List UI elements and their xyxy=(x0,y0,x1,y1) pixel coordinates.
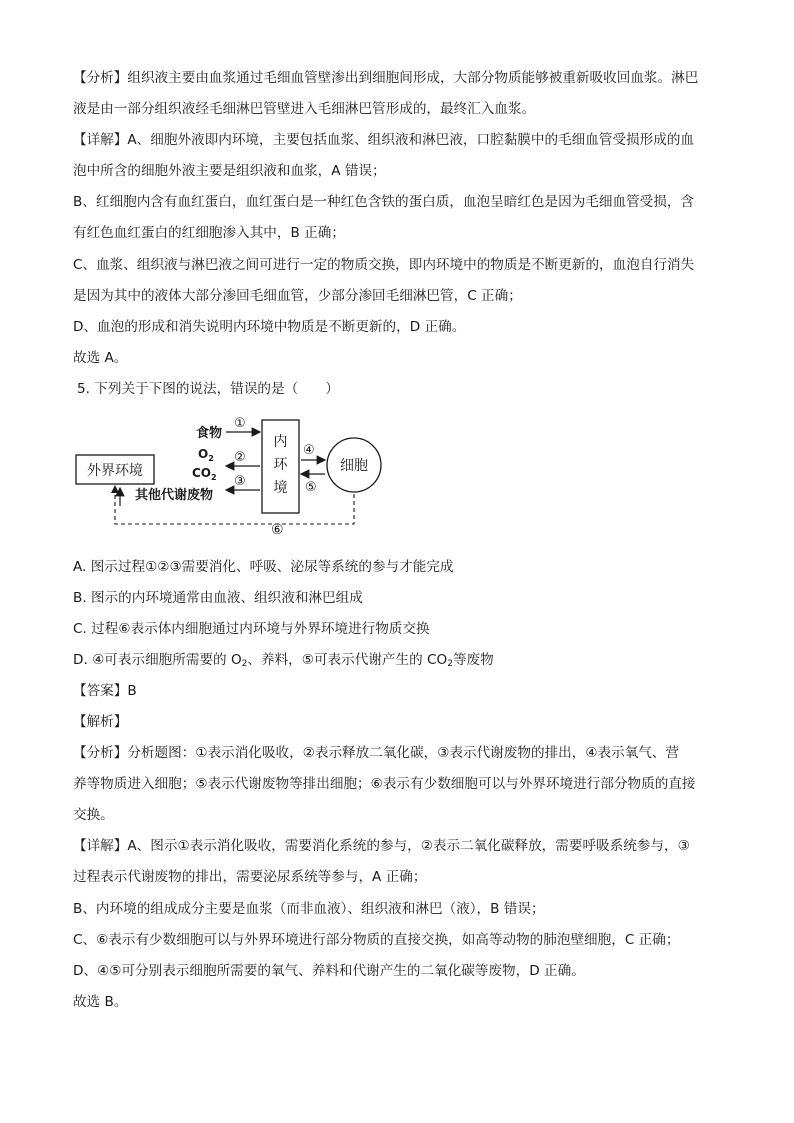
label-n1: ① xyxy=(234,416,246,431)
cell-label: 细胞 xyxy=(340,458,368,474)
detail2-line-1: 【详解】A、图示①表示消化吸收，需要消化系统的参与，②表示二氧化碳释放，需要呼吸系统参与，③ xyxy=(73,838,690,854)
analysis2-line-1: 【分析】分析题图：①表示消化吸收，②表示释放二氧化碳，③表示代谢废物的排出，④表示氧气、营 xyxy=(73,745,680,761)
label-n6: ⑥ xyxy=(271,522,284,538)
co2-label: $CO_2$ xyxy=(192,466,217,482)
analysis-line-1: 【分析】组织液主要由血浆通过毛细血管壁渗出到细胞间形成，大部分物质能够被重新吸收回血浆。淋巴 xyxy=(73,70,699,86)
other-waste-label: 其他代谢废物 xyxy=(135,488,214,503)
question-stem: 5. 下列关于下图的说法，错误的是（ ） xyxy=(77,381,339,397)
jiexi-label: 【解析】 xyxy=(73,714,128,730)
option-c: C. 过程⑥表示体内细胞通过内环境与外界环境进行物质交换 xyxy=(73,621,430,637)
detail-line-4: 有红色血红蛋白的红细胞渗入其中，B 正确； xyxy=(73,225,345,241)
detail2-line-5: D、④⑤可分别表示细胞所需要的氧气、养料和代谢产生的二氧化碳等废物，D 正确。 xyxy=(73,963,585,979)
detail-line-2: 泡中所含的细胞外液主要是组织液和血浆，A 错误； xyxy=(73,163,386,179)
detail-line-1: 【详解】A、细胞外液即内环境，主要包括血浆、组织液和淋巴液，口腔黏膜中的毛细血管受损形成的血 xyxy=(73,132,695,148)
inner-env-char-3: 境 xyxy=(273,480,288,496)
label-n4: ④ xyxy=(303,443,315,458)
inner-env-char-2: 环 xyxy=(273,457,288,473)
detail-line-5: C、血浆、组织液与淋巴液之间可进行一定的物质交换，即内环境中的物质是不断更新的，血泡自行消失 xyxy=(73,257,695,273)
outer-environment-label: 外界环境 xyxy=(87,463,143,479)
label-n2: ② xyxy=(234,450,246,465)
option-d: D. ④可表示细胞所需要的 $O_2$、养料，⑤可表示代谢产生的 $CO_2$等废物 xyxy=(73,652,494,669)
detail2-line-3: B、内环境的组成成分主要是血浆（而非血液）、组织液和淋巴（液），B 错误； xyxy=(73,901,545,917)
label-n3: ③ xyxy=(234,474,246,489)
dashed-arrowhead xyxy=(111,485,119,493)
internal-environment-diagram xyxy=(70,410,390,545)
detail-line-8: 故选 A。 xyxy=(73,350,128,366)
analysis2-line-3: 交换。 xyxy=(73,807,114,823)
label-n5: ⑤ xyxy=(305,480,317,495)
food-label: 食物 xyxy=(196,426,223,441)
detail-line-7: D、血泡的形成和消失说明内环境中物质是不断更新的，D 正确。 xyxy=(73,319,466,335)
detail2-line-4: C、⑥表示有少数细胞可以与外界环境进行部分物质的直接交换，如高等动物的肺泡壁细胞，C 正确； xyxy=(73,932,680,948)
analysis2-line-2: 养等物质进入细胞；⑤表示代谢废物等排出细胞；⑥表示有少数细胞可以与外界环境进行部分物质的直接 xyxy=(73,776,696,792)
detail2-line-6: 故选 B。 xyxy=(73,994,128,1010)
answer-label: 【答案】B xyxy=(73,683,137,699)
detail2-line-2: 过程表示代谢废物的排出，需要泌尿系统等参与，A 正确； xyxy=(73,869,427,885)
detail-line-6: 是因为其中的液体大部分渗回毛细血管，少部分渗回毛细淋巴管，C 正确； xyxy=(73,288,522,304)
inner-env-char-1: 内 xyxy=(273,434,288,450)
analysis-line-2: 液是由一部分组织液经毛细淋巴管壁进入毛细淋巴管形成的，最终汇入血浆。 xyxy=(73,101,536,117)
option-a: A. 图示过程①②③需要消化、呼吸、泌尿等系统的参与才能完成 xyxy=(73,559,454,575)
o2-label: $O_2$ xyxy=(198,447,214,463)
option-b: B. 图示的内环境通常由血液、组织液和淋巴组成 xyxy=(73,590,363,606)
detail-line-3: B、红细胞内含有血红蛋白，血红蛋白是一种红色含铁的蛋白质，血泡呈暗红色是因为毛细血管受损，含 xyxy=(73,194,695,210)
